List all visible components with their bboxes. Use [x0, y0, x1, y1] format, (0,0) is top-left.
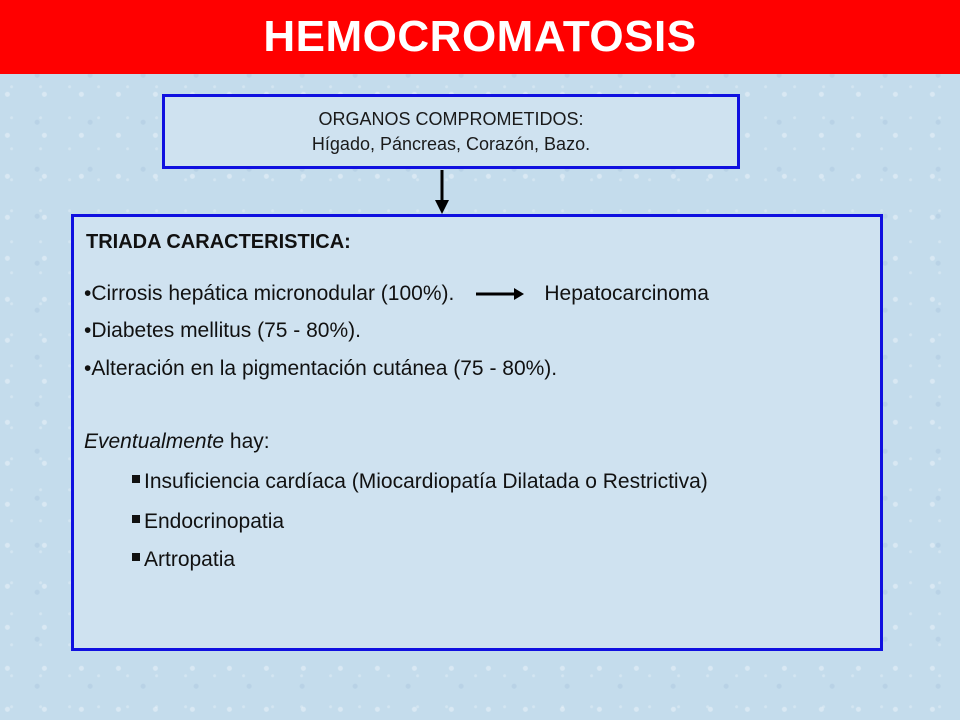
right-arrow-icon — [476, 287, 524, 301]
triad-heading: TRIADA CARACTERISTICA: — [86, 231, 351, 253]
triad-item-cirrosis — [84, 282, 709, 306]
eventual-intro-italic: Eventualmente — [84, 430, 225, 453]
square-bullet-icon — [132, 553, 140, 561]
eventual-intro-rest: hay: — [224, 430, 270, 453]
organs-list: Hígado, Páncreas, Corazón, Bazo. — [311, 133, 591, 154]
slide-title: HEMOCROMATOSIS — [263, 12, 697, 61]
organs-box — [162, 94, 740, 169]
eventual-item-endocrinopatia — [132, 510, 284, 534]
eventual-item-text: Endocrinopatia — [144, 510, 285, 533]
triad-box — [71, 214, 883, 651]
triad-item-pigmentacion: •Alteración en la pigmentación cutánea (75 - 80%). — [84, 357, 558, 380]
eventual-item-text: Insuficiencia cardíaca (Miocardiopatía Dilatada o Restrictiva) — [144, 470, 708, 493]
triad-item-text: •Cirrosis hepática micronodular (100%). — [84, 282, 455, 305]
eventual-item-insuficiencia — [132, 470, 708, 494]
square-bullet-icon — [132, 475, 140, 483]
triad-item-diabetes: •Diabetes mellitus (75 - 80%). — [84, 319, 361, 342]
eventual-item-artropatia — [132, 548, 235, 572]
down-arrow-icon — [433, 170, 451, 214]
square-bullet-icon — [132, 515, 140, 523]
triad-item-result: Hepatocarcinoma — [544, 282, 709, 305]
title-bar — [0, 0, 960, 74]
organs-heading: ORGANOS COMPROMETIDOS: — [318, 108, 584, 129]
eventual-item-text: Artropatia — [144, 548, 236, 571]
eventual-intro — [84, 430, 270, 454]
